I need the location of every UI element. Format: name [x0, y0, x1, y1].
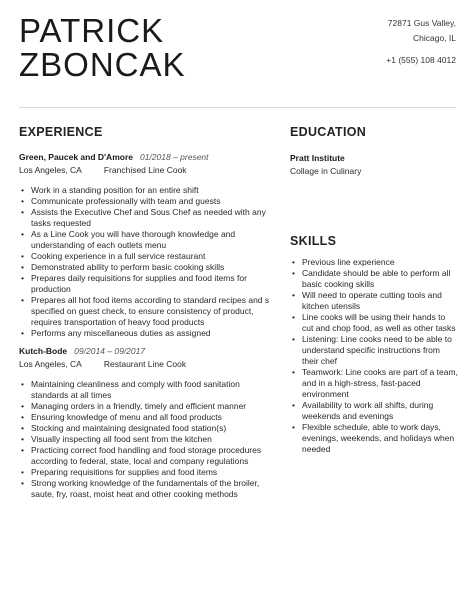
list-item: • Ensuring knowledge of menu and all food products	[21, 412, 222, 422]
job-subheader	[19, 359, 276, 370]
phone-number: +1 (555) 108 4012	[386, 55, 456, 65]
skills-list	[290, 257, 458, 455]
bullet-icon: •	[21, 207, 24, 217]
job-dates: 09/2014 – 09/2017	[74, 346, 146, 356]
bullet-icon: •	[292, 268, 295, 278]
skills-heading: SKILLS	[290, 234, 337, 248]
bullet-icon: •	[292, 290, 295, 300]
list-item: • Maintaining cleanliness and comply with food sanitation standards at all times	[21, 379, 240, 400]
degree: Collage in Culinary	[290, 166, 362, 176]
list-item: • Flexible schedule, able to work days, evenings, weekends, and holidays when needed	[292, 422, 455, 454]
list-item: • Teamwork: Line cooks are part of a team, and in a high-stress, fast-paced environment	[292, 367, 458, 399]
bullet-icon: •	[21, 185, 24, 195]
list-item: • Previous line experience	[292, 257, 395, 267]
job-duties-list	[19, 185, 276, 339]
bullet-icon: •	[21, 423, 24, 433]
bullet-icon: •	[292, 312, 295, 322]
bullet-icon: •	[21, 295, 24, 305]
bullet-icon: •	[21, 196, 24, 206]
list-item: • Stocking and maintaining designated food station(s)	[21, 423, 227, 433]
bullet-icon: •	[292, 367, 295, 377]
bullet-icon: •	[21, 229, 24, 239]
company-name: Kutch-Bode	[19, 346, 68, 356]
header-divider	[19, 107, 456, 108]
job-location: Los Angeles, CA	[19, 165, 82, 175]
bullet-icon: •	[292, 257, 295, 267]
bullet-icon: •	[292, 422, 295, 432]
job-entry	[19, 152, 276, 339]
list-item: • Preparing requisitions for supplies and food items	[21, 467, 218, 477]
job-header	[19, 152, 276, 163]
job-duties-list	[19, 379, 276, 500]
job-role: Restaurant Line Cook	[103, 359, 187, 369]
bullet-icon: •	[21, 434, 24, 444]
list-item: • Demonstrated ability to perform basic cooking skills	[21, 262, 225, 272]
list-item: • Strong working knowledge of the fundamentals of the broiler, saute, fry, roast, moist heat and other cooking methods	[21, 478, 260, 499]
job-header	[19, 346, 276, 357]
list-item: • Listening: Line cooks need to be able to understand specific instructions from their chef	[292, 334, 452, 366]
job-dates: 01/2018 – present	[139, 152, 209, 162]
bullet-icon: •	[21, 328, 24, 338]
list-item: • Practicing correct food handling and food storage procedures according to federal, state, local and company regulations	[21, 445, 262, 466]
list-item: • Prepares daily requisitions for supplies and food items for production	[21, 273, 247, 294]
list-item: • Prepares all hot food items according to standard recipes and s specified on guest check, to ensure consistency of product, requires transportation of heavy food products	[21, 295, 270, 327]
bullet-icon: •	[21, 401, 24, 411]
contact-info	[386, 16, 456, 68]
company-name: Green, Paucek and D'Amore	[19, 152, 133, 162]
job-entry	[19, 346, 276, 500]
school-name: Pratt Institute	[290, 153, 345, 163]
bullet-icon: •	[21, 412, 24, 422]
list-item: • Line cooks will be using their hands to cut and chop food, as well as other tasks	[292, 312, 456, 333]
list-item: • Will need to operate cutting tools and kitchen utensils	[292, 290, 442, 311]
sidebar-section	[290, 125, 458, 455]
list-item: • Cooking experience in a full service restaurant	[21, 251, 206, 261]
list-item: • Visually inspecting all food sent from the kitchen	[21, 434, 212, 444]
experience-heading: EXPERIENCE	[19, 125, 103, 139]
bullet-icon: •	[292, 400, 295, 410]
education-heading: EDUCATION	[290, 125, 367, 139]
bullet-icon: •	[21, 273, 24, 283]
bullet-icon: •	[21, 379, 24, 389]
list-item: • As a Line Cook you will have thorough knowledge and understanding of each outlets menu	[21, 229, 236, 250]
list-item: • Candidate should be able to perform all basic cooking skills	[292, 268, 451, 289]
list-item: • Assists the Executive Chef and Sous Chef as needed with any tasks requested	[21, 207, 266, 228]
bullet-icon: •	[21, 251, 24, 261]
address-line-2: Chicago, IL	[413, 33, 456, 43]
job-subheader	[19, 165, 276, 176]
bullet-icon: •	[21, 467, 24, 477]
list-item: • Managing orders in a friendly, timely and efficient manner	[21, 401, 247, 411]
address-line-1: 72871 Gus Valley,	[387, 18, 456, 28]
list-item: • Communicate professionally with team and guests	[21, 196, 221, 206]
job-role: Franchised Line Cook	[103, 165, 187, 175]
candidate-name	[19, 14, 186, 82]
bullet-icon: •	[292, 334, 295, 344]
experience-section	[19, 125, 276, 500]
list-item: • Availability to work all shifts, during weekends and evenings	[292, 400, 434, 421]
first-name: PATRICK	[19, 12, 165, 49]
bullet-icon: •	[21, 262, 24, 272]
list-item: • Performs any miscellaneous duties as assigned	[21, 328, 211, 338]
bullet-icon: •	[21, 478, 24, 488]
list-item: • Work in a standing position for an entire shift	[21, 185, 199, 195]
last-name: ZBONCAK	[19, 46, 186, 83]
job-location: Los Angeles, CA	[19, 359, 82, 369]
bullet-icon: •	[21, 445, 24, 455]
